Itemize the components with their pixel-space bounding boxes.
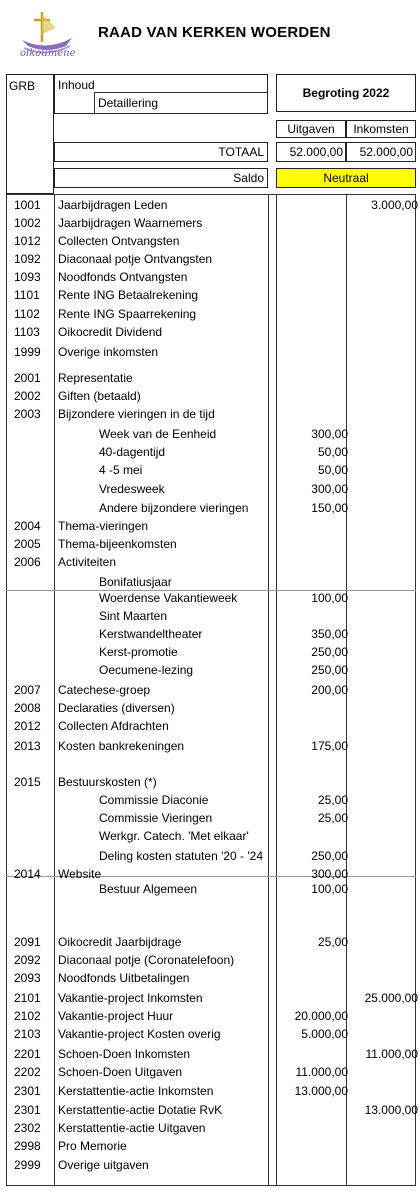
inkomsten-value: 25.000,00	[364, 991, 418, 1005]
table-row	[6, 1156, 416, 1174]
grb-code: 2013	[14, 739, 41, 753]
row-description: Vakantie-project Huur	[58, 1009, 174, 1023]
table-row	[6, 369, 416, 387]
row-description: Giften (betaald)	[58, 389, 141, 403]
row-description: Declaraties (diversen)	[58, 701, 175, 715]
grb-code: 2103	[14, 1027, 41, 1041]
table-row	[6, 699, 416, 717]
page-title: RAAD VAN KERKEN WOERDEN	[98, 24, 331, 41]
row-description: Jaarbijdragen Leden	[58, 198, 168, 212]
table-row	[6, 643, 416, 661]
table-row	[6, 323, 416, 341]
table-row	[6, 1063, 416, 1081]
row-description: Woerdense Vakantieweek	[99, 591, 238, 605]
grb-code: 2093	[14, 971, 41, 985]
grb-code: 1001	[14, 198, 41, 212]
begroting-label: Begroting 2022	[302, 86, 390, 100]
table-row	[6, 989, 416, 1007]
uitgaven-value: 100,00	[311, 882, 348, 896]
row-description: Activiteiten	[58, 555, 117, 569]
uitgaven-value: 20.000,00	[294, 1009, 348, 1023]
row-description: Kosten bankrekeningen	[58, 739, 185, 753]
uitgaven-value: 175,00	[311, 739, 348, 753]
row-description: Sint Maarten	[99, 609, 168, 623]
row-description: Bestuur Algemeen	[99, 882, 198, 896]
grb-label: GRB	[9, 79, 36, 93]
row-description: 40-dagentijd	[99, 445, 166, 459]
totaal-label: TOTAAL	[218, 145, 264, 159]
grb-code: 1093	[14, 270, 41, 284]
grb-code: 2301	[14, 1084, 41, 1098]
row-description: Diaconaal potje Ontvangsten	[58, 252, 213, 266]
grb-code: 2092	[14, 953, 41, 967]
row-description: Kerstwandeltheater	[99, 627, 203, 641]
grb-code: 1103	[14, 325, 40, 339]
inkomsten-label: Inkomsten	[353, 122, 409, 136]
table-row	[6, 480, 416, 498]
row-description: Pro Memorie	[58, 1139, 127, 1153]
row-description: Commissie Vieringen	[99, 811, 213, 825]
grb-code: 2102	[14, 1009, 41, 1023]
detaillering-label: Detaillering	[98, 96, 159, 110]
row-description: Schoen-Doen Uitgaven	[58, 1065, 183, 1079]
row-description: Vakantie-project Inkomsten	[58, 991, 203, 1005]
saldo-value: Neutraal	[323, 171, 369, 185]
table-row	[6, 661, 416, 679]
table-row	[6, 461, 416, 479]
uitgaven-value: 11.000,00	[295, 1065, 348, 1079]
uitgaven-value: 25,00	[317, 793, 348, 807]
uitgaven-value: 350,00	[311, 627, 348, 641]
table-row	[6, 809, 416, 827]
row-description: Kerstattentie-actie Uitgaven	[58, 1121, 206, 1135]
table-row	[6, 517, 416, 535]
uitgaven-value: 100,00	[311, 591, 348, 605]
grb-code: 2003	[14, 407, 41, 421]
grb-code: 2008	[14, 701, 41, 715]
table-row	[6, 425, 416, 443]
table-row	[6, 1137, 416, 1155]
grb-code: 1102	[14, 307, 40, 321]
row-description: Noodfonds Ontvangsten	[58, 270, 188, 284]
row-description: Thema-bijeenkomsten	[58, 537, 177, 551]
uitgaven-value: 5.000,00	[301, 1027, 348, 1041]
inkomsten-value: 11.000,00	[365, 1047, 418, 1061]
table-row	[6, 286, 416, 304]
grb-code: 1012	[14, 234, 41, 248]
oikoumene-logo	[16, 8, 80, 64]
uitgaven-value: 150,00	[311, 501, 348, 515]
totaal-inkomsten: 52.000,00	[359, 145, 413, 159]
row-description: Oecumene-lezing	[99, 663, 194, 677]
row-description: Rente ING Spaarrekening	[58, 307, 197, 321]
row-description: Commissie Diaconie	[99, 793, 209, 807]
grb-code: 2999	[14, 1158, 41, 1172]
grb-code: 2012	[14, 719, 41, 733]
table-row	[6, 625, 416, 643]
row-description: Vredesweek	[99, 482, 165, 496]
table-row	[6, 1101, 416, 1119]
inkomsten-value: 13.000,00	[364, 1103, 418, 1117]
grb-code: 2301	[14, 1103, 41, 1117]
grb-code: 2002	[14, 389, 41, 403]
grb-code: 2014	[14, 867, 41, 881]
grb-code: 2001	[14, 371, 41, 385]
uitgaven-value: 250,00	[311, 645, 348, 659]
uitgaven-value: 300,00	[311, 427, 348, 441]
table-row	[6, 969, 416, 987]
row-description: Kerstattentie-actie Dotatie RvK	[58, 1103, 223, 1117]
row-description: Representatie	[58, 371, 133, 385]
row-description: Werkgr. Catech. 'Met elkaar'	[99, 829, 249, 843]
grb-code: 2091	[14, 935, 41, 949]
table-row	[6, 305, 416, 323]
row-description: Andere bijzondere vieringen	[99, 501, 249, 515]
saldo-label: Saldo	[233, 171, 264, 185]
row-description: Website	[58, 867, 102, 881]
table-row	[6, 607, 416, 625]
row-description: 4 -5 mei	[99, 463, 143, 477]
grb-code: 2006	[14, 555, 41, 569]
row-description: Jaarbijdragen Waarnemers	[58, 216, 203, 230]
grb-code: 2007	[14, 683, 41, 697]
table-row	[6, 214, 416, 232]
table-row	[6, 1082, 416, 1100]
uitgaven-value: 25,00	[317, 811, 348, 825]
table-row	[6, 791, 416, 809]
table-row	[6, 773, 416, 791]
table-row	[6, 880, 416, 898]
table-row	[6, 405, 416, 423]
uitgaven-value: 13.000,00	[294, 1084, 348, 1098]
row-description: Rente ING Betaalrekening	[58, 288, 199, 302]
grb-code: 2101	[14, 991, 41, 1005]
grb-code: 2201	[14, 1047, 41, 1061]
row-description: Collecten Ontvangsten	[58, 234, 180, 248]
grb-code: 1002	[14, 216, 41, 230]
grb-code: 1101	[14, 288, 40, 302]
row-description: Oikocredit Dividend	[58, 325, 163, 339]
table-row	[6, 827, 416, 845]
table-row	[6, 681, 416, 699]
grb-code: 1999	[14, 345, 41, 359]
table-row	[6, 589, 416, 607]
grb-code: 2005	[14, 537, 41, 551]
table-row	[6, 343, 416, 361]
uitgaven-value: 25,00	[317, 935, 348, 949]
row-description: Deling kosten statuten '20 - '24	[99, 849, 264, 863]
row-description: Bijzondere vieringen in de tijd	[58, 407, 215, 421]
uitgaven-value: 300,00	[311, 482, 348, 496]
row-description: Vakantie-project Kosten overig	[58, 1027, 221, 1041]
grb-code: 1092	[14, 252, 41, 266]
uitgaven-value: 200,00	[311, 683, 348, 697]
grb-code: 2302	[14, 1121, 41, 1135]
table-row	[6, 535, 416, 553]
table-row	[6, 196, 416, 214]
row-description: Bonifatiusjaar	[99, 575, 172, 589]
table-row	[6, 1025, 416, 1043]
logo-text: oikoumene	[20, 48, 76, 59]
uitgaven-value: 50,00	[317, 463, 348, 477]
row-description: Overige inkomsten	[58, 345, 159, 359]
row-description: Oikocredit Jaarbijdrage	[58, 935, 182, 949]
row-description: Kerstattentie-actie Inkomsten	[58, 1084, 214, 1098]
table-row	[6, 717, 416, 735]
row-description: Noodfonds Uitbetalingen	[58, 971, 190, 985]
row-description: Kerst-promotie	[99, 645, 178, 659]
table-row	[6, 387, 416, 405]
row-description: Collecten Afdrachten	[58, 719, 169, 733]
uitgaven-label: Uitgaven	[287, 122, 335, 136]
table-row	[6, 951, 416, 969]
table-row	[6, 1045, 416, 1063]
grb-code: 2015	[14, 775, 41, 789]
uitgaven-value: 250,00	[311, 663, 348, 677]
table-row	[6, 933, 416, 951]
table-row	[6, 443, 416, 461]
totaal-uitgaven: 52.000,00	[289, 145, 343, 159]
table-row	[6, 499, 416, 517]
grb-code: 2004	[14, 519, 41, 533]
table-row	[6, 1119, 416, 1137]
table-row	[6, 737, 416, 755]
uitgaven-value: 50,00	[317, 445, 348, 459]
uitgaven-value: 250,00	[311, 849, 348, 863]
table-row	[6, 847, 416, 865]
uitgaven-value: 300,00	[311, 867, 348, 881]
table-row	[6, 268, 416, 286]
row-description: Week van de Eenheid	[99, 427, 217, 441]
table-row	[6, 553, 416, 571]
row-description: Bestuurskosten (*)	[58, 775, 157, 789]
inhoud-label: Inhoud	[58, 78, 95, 92]
grb-code: 2202	[14, 1065, 41, 1079]
row-description: Diaconaal potje (Coronatelefoon)	[58, 953, 235, 967]
table-row	[6, 232, 416, 250]
row-description: Catechese-groep	[58, 683, 151, 697]
row-description: Schoen-Doen Inkomsten	[58, 1047, 191, 1061]
inkomsten-value: 3.000,00	[371, 198, 418, 212]
table-row	[6, 250, 416, 268]
grb-code: 2998	[14, 1139, 41, 1153]
row-description: Overige uitgaven	[58, 1158, 149, 1172]
table-row	[6, 1007, 416, 1025]
row-description: Thema-vieringen	[58, 519, 149, 533]
